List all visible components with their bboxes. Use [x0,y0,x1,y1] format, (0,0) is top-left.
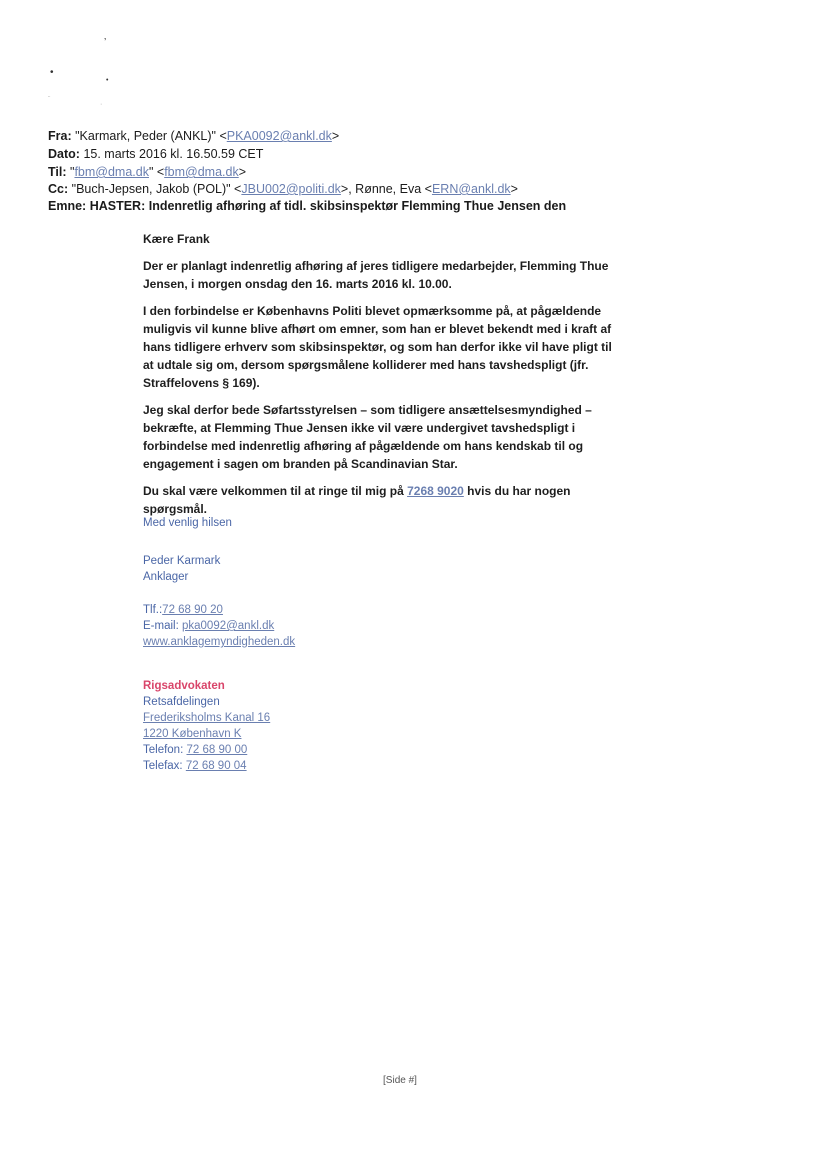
scan-speck: ¨ [48,96,51,103]
body-paragraph-2: I den forbindelse er Københavns Politi blevet opmærksomme på, at pågældende muligvis vil kunne blive afhørt om emner, som han er blevet bekendt med i kraft af hans tidligere erhverv som skibsinspektør, og som han derfor ikke vil have pligt til at udtale sig om, dersom spørgsmålene kolliderer med hans tavshedspligt (jfr. Straffelovens § 169). [143,304,612,390]
to-email-link-2[interactable]: fbm@dma.dk [164,165,239,179]
body-paragraph-1: Der er planlagt indenretlig afhøring af jeres tidligere medarbejder, Flemming Thue Jensen, i morgen onsdag den 16. marts 2016 kl. 10.00. [143,259,609,291]
organisation: Rigsadvokaten [143,680,225,692]
to-open: " [70,165,75,179]
body-paragraph-4-end: hvis du har nogen spørgsmål. [143,484,571,516]
from-email-link[interactable]: PKA0092@ankl.dk [226,129,332,143]
phone-link[interactable]: 7268 9020 [407,484,464,498]
org-phone-link[interactable]: 72 68 90 00 [186,744,248,756]
closing: Med venlig hilsen [143,517,232,529]
date-value: 15. marts 2016 kl. 16.50.59 CET [83,147,264,161]
cc-line [48,181,518,197]
from-name: "Karmark, Peder (ANKL)" < [75,129,227,143]
website-link[interactable]: www.anklagemyndigheden.dk [143,636,296,648]
cc-name: "Buch-Jepsen, Jakob (POL)" < [71,182,242,196]
to-end: > [238,165,247,179]
to-label: Til: [48,165,67,179]
from-label: Fra: [48,129,72,143]
subject-line [48,198,566,214]
message-body [143,230,618,518]
signature-title: Anklager [143,571,189,583]
email-line [143,618,295,634]
city-line [143,726,295,742]
from-line [48,128,339,144]
from-end: > [331,129,340,143]
to-email-link[interactable]: fbm@dma.dk [74,165,149,179]
date-label: Dato: [48,147,80,161]
tlf-line [143,602,295,618]
subject-label: Emne: [48,199,87,213]
scan-speck: • [106,77,109,84]
scan-speck: ’ [104,37,107,48]
cc-email-link[interactable]: JBU002@politi.dk [241,182,341,196]
fax-line [143,758,295,774]
signature-block [143,515,295,774]
greeting: Kære Frank [143,232,210,246]
cc-mid: >, Rønne, Eva < [340,182,432,196]
cc-email-link-2[interactable]: ERN@ankl.dk [431,182,511,196]
email-label: E-mail: [143,620,182,632]
scan-speck: • [50,67,54,78]
phone-label: Telefon: [143,744,187,756]
fax-link[interactable]: 72 68 90 04 [185,760,247,772]
signature-name: Peder Karmark [143,555,221,567]
street-line [143,710,295,726]
signature-email-link[interactable]: pka0092@ankl.dk [181,620,275,632]
department: Retsafdelingen [143,696,220,708]
body-paragraph-4 [143,482,618,518]
street-address[interactable]: Frederiksholms Kanal 16 [143,712,271,724]
date-line [48,146,263,162]
cc-label: Cc: [48,182,69,196]
body-paragraph-4-text: Du skal være velkommen til at ringe til mig på [143,484,408,498]
fax-label: Telefax: [143,760,186,772]
subject-value: HASTER: Indenretlig afhøring af tidl. skibsinspektør Flemming Thue Jensen den [89,199,567,213]
to-line [48,164,246,180]
cc-end: > [510,182,518,196]
tlf-label: Tlf.: [143,604,163,616]
to-mid: " < [148,165,165,179]
city-address[interactable]: 1220 København K [143,728,242,740]
scan-speck: · [100,101,103,108]
body-paragraph-3: Jeg skal derfor bede Søfartsstyrelsen – som tidligere ansættelsesmyndighed – bekræfte, at Flemming Thue Jensen ikke vil være undergivet tavshedspligt i forbindelse med indenretlig afhøring af pågældende om hans kendskab til og engagement i sagen om branden på Scandinavian Star. [143,403,592,471]
website-line [143,634,295,650]
phone-line [143,742,295,758]
page-number: [Side #] [383,1075,417,1086]
tlf-link[interactable]: 72 68 90 20 [162,604,223,616]
